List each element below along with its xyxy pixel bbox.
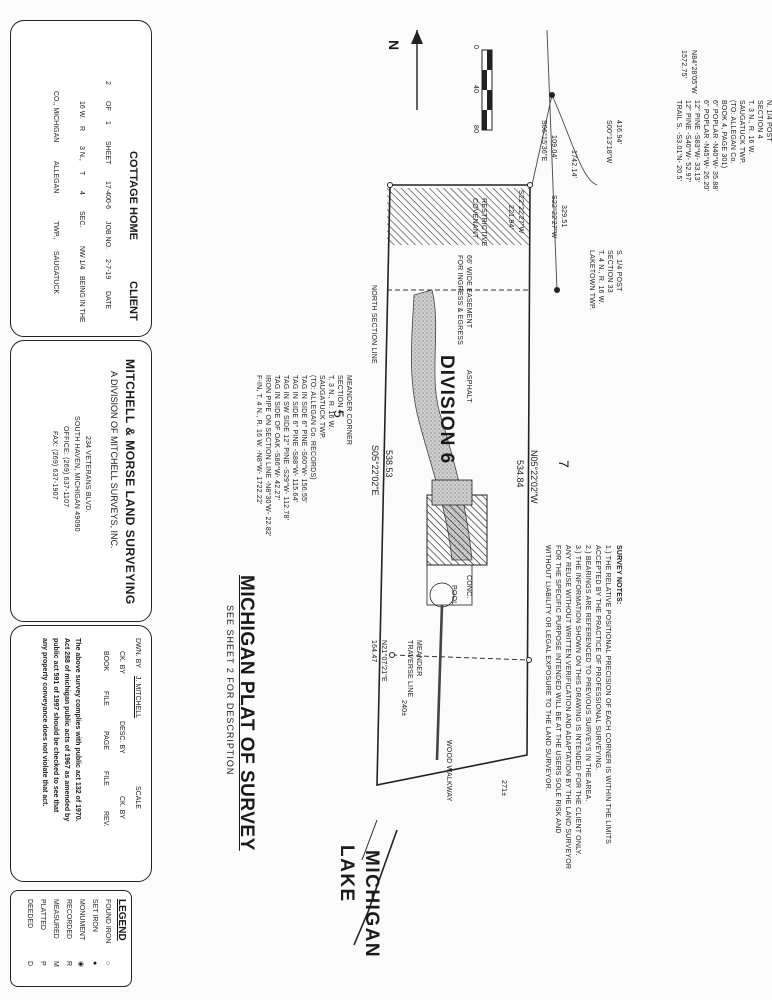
sec-value: 4: [78, 191, 85, 195]
of-label: OF: [104, 101, 111, 111]
covenant-label: RESTRICTIVE: [480, 198, 487, 247]
t-value: 3 N.,: [78, 146, 85, 161]
legend-item: MONUMENT: [78, 899, 85, 941]
bearing-ne: S06°15'36"E: [540, 120, 547, 162]
company-division: A DIVISION OF MITCHELL SURVEYS, INC.: [109, 371, 119, 549]
note-line: TAG IN SIDE 6" PINE -S60°W- 156.55': [300, 375, 307, 503]
easement-label: 66' WIDE EASEMENT: [465, 255, 472, 329]
meander-corner-note: [242, 375, 352, 595]
note-line: FOR THE SPECIFIC PURPOSE INTENDED WILL BE AT THE USERS SOLE RISK AND: [554, 545, 561, 834]
note-line: 6" POPLAR -N40°W- 35.88': [711, 100, 718, 192]
note-line: T. 3 N., R. 16 W.: [747, 100, 754, 155]
page-label: PAGE: [102, 731, 109, 750]
note-line: TAG IN SIDE OF OAK -S86°W- 42.27': [273, 375, 280, 501]
file-label-2: FILE: [102, 771, 109, 786]
of-value: 2: [104, 81, 111, 85]
covenant-label-2: COVENANT: [471, 198, 478, 239]
ck-by-label-2: CK. BY: [118, 796, 125, 819]
notes-heading: SURVEY NOTES:: [615, 545, 622, 605]
note-line: IRON PIPE ON SECTION LINE -N8°30'W- 22.82': [264, 375, 271, 537]
note-line: (TO: ALLEGAN Co.: [729, 100, 736, 164]
distance-240: 240±: [400, 700, 407, 717]
note-line: BOOK 4, PAGE 301): [720, 100, 727, 169]
north-section-line-label: NORTH SECTION LINE: [370, 285, 377, 364]
note-line: MEANDER CORNER: [345, 375, 352, 446]
legend-symbol: ○: [104, 961, 111, 966]
scale-bar: [482, 50, 492, 130]
legend-item: SET IRON: [91, 899, 98, 932]
company-box: [10, 340, 152, 622]
monument-marker: [554, 287, 560, 293]
twp-value: SAUGATUCK: [52, 251, 59, 295]
legend-symbol: M: [52, 961, 59, 967]
note-line: SECTION 4: [336, 375, 343, 414]
distance-top: 538.53: [384, 450, 394, 478]
date-value: 2-7-19: [104, 259, 111, 280]
corner-marker: [527, 658, 532, 663]
wood-walkway-label: WOOD WALKWAY: [445, 740, 452, 802]
bearing-bottom: N05°22'02"W: [529, 450, 539, 504]
lake-label-2: MICHIGAN: [361, 850, 382, 959]
legend-item: PLATTED: [39, 899, 46, 930]
corner-marker: [390, 653, 395, 658]
bearing-west: N21°07'21"E: [380, 640, 387, 682]
r-label: R: [78, 126, 85, 132]
twp-label: TWP.,: [52, 221, 59, 240]
corner-marker: [388, 183, 393, 188]
company-address: 234 VETERANS BLVD.: [84, 436, 91, 513]
note-line: N. 1/4 POST: [765, 100, 772, 142]
dwn-by-value: J. MITCHELL: [134, 676, 141, 719]
house-footprint: [427, 480, 487, 607]
company-city: SOUTH HAVEN, MICHIGAN 49090: [73, 416, 80, 532]
note-line: S. 1/4 POST: [615, 250, 622, 292]
county-value: ALLEGAN: [52, 161, 59, 194]
note-line: F-IN, T. 4 N., R. 16 W. -N8°W- 1722.22': [255, 375, 262, 505]
statement-line: public act 591 of 1997 should be checked to see that: [52, 638, 59, 813]
distance-271: 271±: [500, 780, 507, 797]
survey-notes: [532, 545, 622, 870]
drawing-info-box: [10, 625, 152, 882]
tie-distance-1742: 1742.14': [570, 150, 577, 179]
note-line: TAG IN SIDE 6" PINE -S88°W- 115.64': [291, 375, 298, 503]
client-box: [10, 20, 152, 337]
distance-bottom: 534.84: [515, 460, 525, 488]
traverse-label: MEANDER: [415, 640, 422, 677]
conc-label: CONC.: [465, 575, 472, 599]
scale-label: SCALE: [134, 786, 141, 809]
legend-symbol: ●: [91, 961, 98, 966]
note-line: (TO: ALLEGAN Co. RECORDS): [309, 375, 316, 480]
sec-label: SEC.: [78, 211, 85, 228]
note-line: TRAIL S. -S3.01'N- 20.5': [675, 100, 682, 182]
ck-by-label: CK. BY: [118, 651, 125, 674]
legend-item: FOUND IRON: [104, 899, 111, 944]
note-line: WITHOUT LIABILITY OR LEGAL EXPOSURE TO THE LAND SURVEYOR.: [544, 545, 551, 792]
distance-east: 329.51: [560, 205, 567, 228]
tie-bearing-s00: S00°13'18"W: [605, 120, 612, 164]
distance-west: 164.47: [370, 640, 377, 663]
job-label: JOB NO.: [104, 221, 111, 250]
note-line: SAUGATUCK TWP.: [318, 375, 325, 440]
tie-distance-1572: 1572.75': [680, 50, 687, 79]
company-fax: FAX: (269) 637-1907: [51, 431, 58, 500]
being-label: BEING IN THE: [78, 276, 85, 323]
lot-label-5: 5: [331, 410, 347, 418]
legend-symbol: R: [65, 961, 72, 967]
note-line: SAUGATUCK TWP.: [738, 100, 745, 165]
note-line: 1.) THE RELATIVE POSITIONAL PRECISION OF EACH CORNER IS WITHIN THE LIMITS: [604, 545, 611, 845]
note-line: 3.) THE INFORMATION SHOWN ON THIS DRAWING IS INTENDED FOR THE CLIENT ONLY.: [574, 545, 581, 856]
job-value: 17-400-6: [104, 181, 111, 210]
client-label: CLIENT: [127, 281, 139, 321]
n-quarter-post-note: [662, 90, 772, 250]
wood-walkway-line: [437, 605, 442, 760]
legend-item: RECORDED: [65, 899, 72, 940]
note-line: LAKETOWN TWP.: [588, 250, 595, 311]
rev-label: REV.: [102, 811, 109, 827]
north-arrow: [411, 30, 423, 110]
distance-east-2: 221.94': [507, 205, 514, 230]
sheet-label: SHEET: [104, 141, 111, 165]
bearing-east-2: S22°22'27"W: [517, 190, 524, 234]
company-office: OFFICE: (269) 637-1107: [62, 426, 69, 508]
lot-label-7: 7: [556, 460, 572, 468]
note-line: SECTION 33: [606, 250, 613, 293]
tie-distance-416: 416.94': [615, 120, 622, 145]
sheet-value: 1: [104, 121, 111, 125]
distance-ne: 109.04': [550, 135, 557, 160]
legend-item: DEEDED: [26, 899, 33, 929]
note-line: ANY REUSE WITHOUT WRITTEN VERIFICATION AND ADAPTATION BY THE LAND SURVEYOR: [564, 545, 571, 870]
legend-box: [10, 890, 132, 987]
note-line: SECTION 4: [756, 100, 763, 139]
file-label: FILE: [102, 691, 109, 706]
division-label: DIVISION 6: [436, 355, 457, 465]
bearing-top: S05°22'02"E: [370, 445, 380, 496]
north-letter: N: [386, 40, 402, 51]
pool-label: POOL: [450, 585, 457, 606]
note-line: 6" POPLAR -N45°W- 26.20': [702, 100, 709, 192]
note-line: 12" PINE -S83°W- 33.13': [693, 100, 700, 183]
scale-tick-0: 0: [472, 45, 479, 50]
legend-symbol: P: [39, 961, 46, 966]
note-line: ACCEPTED BY THE PRACTICE OF PROFESSIONAL SURVEYING.: [594, 545, 601, 771]
dwn-by-label: DWN. BY: [134, 638, 141, 668]
book-label: BOOK: [102, 651, 109, 672]
lake-label: LAKE: [336, 845, 357, 903]
t-label: T: [78, 171, 85, 176]
company-name: MITCHELL & MORSE LAND SURVEYING: [123, 359, 137, 605]
monument-marker: [549, 92, 555, 98]
note-line: 12" PINE -S40°W- 52.97': [684, 100, 691, 183]
asphalt-label: ASPHALT: [465, 370, 472, 403]
statement-line: The above survey complies with public act 132 of 1970.: [74, 638, 81, 822]
bearing-east: S22°22'27"W: [550, 195, 557, 239]
desc-by-label: DESC. BY: [118, 721, 125, 754]
note-line: T. 3 N., R. 16 W.: [327, 375, 334, 430]
legend-symbol: ◉: [77, 961, 84, 968]
note-line: TAG IN SW SIDE 12" PINE -S29°W- 112.78': [282, 375, 289, 521]
scale-tick-40: 40: [472, 85, 479, 94]
r-value: 16 W.: [78, 101, 85, 119]
tie-bearing-1572: N84°28'05"W: [690, 50, 697, 94]
statement-line: Act 288 of michigan public acts of 1967 as amended by: [63, 638, 70, 822]
corner-marker: [528, 183, 533, 188]
traverse-label-2: TRAVERSE LINE: [406, 640, 413, 698]
note-line: T. 4 N., R. 16 W.: [597, 250, 604, 305]
s-quarter-post-note: [582, 250, 622, 390]
easement-label-2: FOR INGRESS & EGRESS: [456, 255, 463, 345]
statement-line: any property conveyance does not violate that act.: [41, 638, 48, 807]
legend-title: LEGEND: [116, 899, 127, 941]
legend-symbol: D: [26, 961, 33, 967]
client-value: COTTAGE HOME: [127, 151, 139, 241]
note-line: 2.) BEARINGS ARE REFERENCED TO PREVIOUS SURVEYS IN THE AREA.: [584, 545, 591, 802]
page-title: MICHIGAN PLAT OF SURVEY: [236, 575, 257, 851]
north-section-line: [547, 30, 557, 290]
county-label: CO., MICHIGAN: [52, 91, 59, 143]
date-label: DATE: [104, 291, 111, 310]
legend-item: MEASURED: [52, 899, 59, 939]
being-value: NW 1/4: [78, 246, 85, 270]
scale-tick-80: 80: [472, 125, 479, 134]
page-subtitle: SEE SHEET 2 FOR DESCRIPTION: [225, 605, 235, 776]
